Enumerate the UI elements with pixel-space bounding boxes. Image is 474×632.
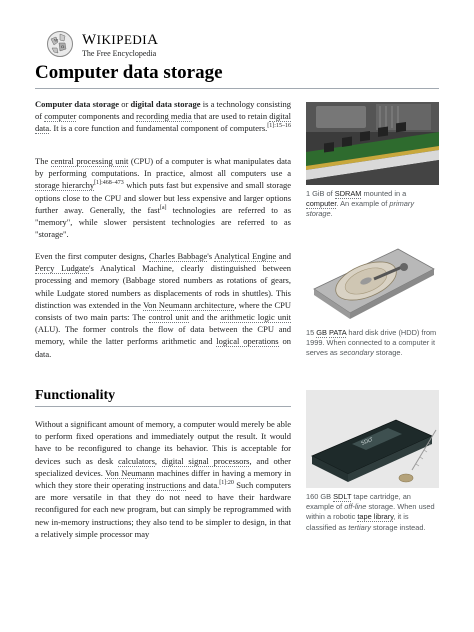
section-heading-functionality: Functionality [35, 388, 116, 403]
figure-caption: 15 GB PATA hard disk drive (HDD) from 1999. When connected to a computer it serves as secondary storage. [306, 328, 437, 358]
link-sdlt[interactable]: SDLT [333, 492, 352, 501]
link-analytical-engine[interactable]: Analytical Engine [214, 251, 277, 261]
cpu-paragraph: The central processing unit (CPU) of a computer is what manipulates data by performing computations. In practice, almost all computers use a storage hierarchy$^{[1]:468-473}$ which puts fast but expensive and small storage options close to the CPU and slower but less expensive and larger options further away. Generally, the fast[a] technologies are referred to as "memory", while slower persistent technologies are referred to as "storage". [35, 156, 292, 240]
bold-term: digital data storage [130, 99, 201, 109]
wikipedia-wordmark[interactable]: WIKIPEDIA [82, 32, 159, 48]
link-storage-hierarchy[interactable]: storage hierarchy [35, 180, 95, 191]
link-instructions[interactable]: instructions [146, 480, 186, 491]
bold-term: Computer data storage [35, 99, 120, 109]
citation-ref[interactable]: [1]:20 [219, 480, 234, 487]
svg-text:SDLT: SDLT [360, 436, 375, 447]
figure-caption: 1 GiB of SDRAM mounted in a computer. An example of primary storage. [306, 189, 415, 219]
figure-hard-disk [306, 237, 439, 359]
site-header [42, 28, 302, 62]
link-recording-media[interactable]: recording media [136, 111, 192, 122]
link-tape-library[interactable]: tape library [357, 512, 394, 522]
link-von-neumann[interactable]: Von Neumann [105, 467, 155, 478]
figure-sdram [306, 102, 439, 220]
intro-paragraph: Computer data storage or digital data storage is a technology consisting of computer components and recording media that are used to retain digital data. It is a core function and fundamental component of computers.$^{[1]:15-16}$ [35, 99, 291, 134]
page-title: Computer data storage [35, 62, 223, 83]
citation-ref[interactable]: [1]:15–16 [267, 123, 291, 130]
tape-cartridge-photo[interactable] [306, 390, 439, 488]
link-logical-operations[interactable]: logical operations [216, 336, 279, 347]
sdram-photo[interactable] [306, 102, 439, 185]
hard-disk-photo[interactable] [306, 237, 439, 324]
functionality-paragraph: Without a significant amount of memory, a computer would merely be able to perform fixed operations and immediately output the result. It would have to be reconfigured to change its behavior. This is acceptable for devices such as desk calculators, digital signal processors, and other specialized devices. Von Neumann machines differ in having a memory in which they store their operating instructions and data.$^{[1]:20}$ Such computers are more versatile in that they do not need to have their hardware reconfigured for each new program, but can simply be reprogrammed with new in-memory instructions; they also tend to be simpler to design, in that a relatively simple processor may [35, 419, 292, 539]
link-computer[interactable]: computer [44, 111, 77, 122]
link-computer[interactable]: computer [306, 199, 337, 209]
link-charles-babbage[interactable]: Charles Babbage [148, 251, 208, 261]
link-pata[interactable]: PATA [329, 328, 347, 337]
history-paragraph: Even the first computer designs, Charles Babbage's Analytical Engine and Percy Ludgate's Analytical Machine, clearly distinguished between processing and memory (Babbage stored numbers as rotations of gears, while Ludgate stored numbers as displacements of rods in shuttles). This distinction was extended in the Von Neumann architecture, where the CPU consists of two main parts: The control unit and the arithmetic logic unit (ALU). The former controls the flow of data between the CPU and memory, while the latter performs arithmetic and logical operations on data. [35, 251, 292, 359]
section-divider [35, 406, 291, 407]
link-percy-ludgate[interactable]: Percy Ludgate [35, 263, 89, 274]
figure-caption: 160 GB SDLT tape cartridge, an example of off-line storage. When used within a robotic tape library, it is classified as tertiary storage instead. [306, 492, 435, 532]
svg-text:Ω: Ω [61, 44, 65, 49]
link-gb[interactable]: GB [316, 328, 327, 337]
link-digital-signal-processors[interactable]: digital signal processors [161, 455, 250, 466]
svg-text:W: W [54, 37, 59, 43]
link-digital-data[interactable]: digital data [35, 111, 291, 134]
link-central-processing-unit[interactable]: central processing unit [50, 156, 129, 166]
link-arithmetic-logic-unit[interactable]: arithmetic logic unit [220, 312, 291, 323]
citation-ref[interactable]: [1]:468–473 [94, 180, 124, 187]
footnote-ref[interactable]: [a] [159, 204, 167, 211]
link-control-unit[interactable]: control unit [148, 312, 189, 323]
title-divider [35, 88, 439, 89]
figure-tape-cartridge [306, 390, 439, 533]
site-tagline: The Free Encyclopedia [82, 49, 157, 58]
link-calculators[interactable]: calculators [118, 455, 155, 466]
link-sdram[interactable]: SDRAM [334, 189, 362, 198]
wikipedia-globe-icon[interactable] [46, 30, 74, 58]
link-von-neumann-architecture[interactable]: Von Neumann architecture [143, 299, 235, 310]
